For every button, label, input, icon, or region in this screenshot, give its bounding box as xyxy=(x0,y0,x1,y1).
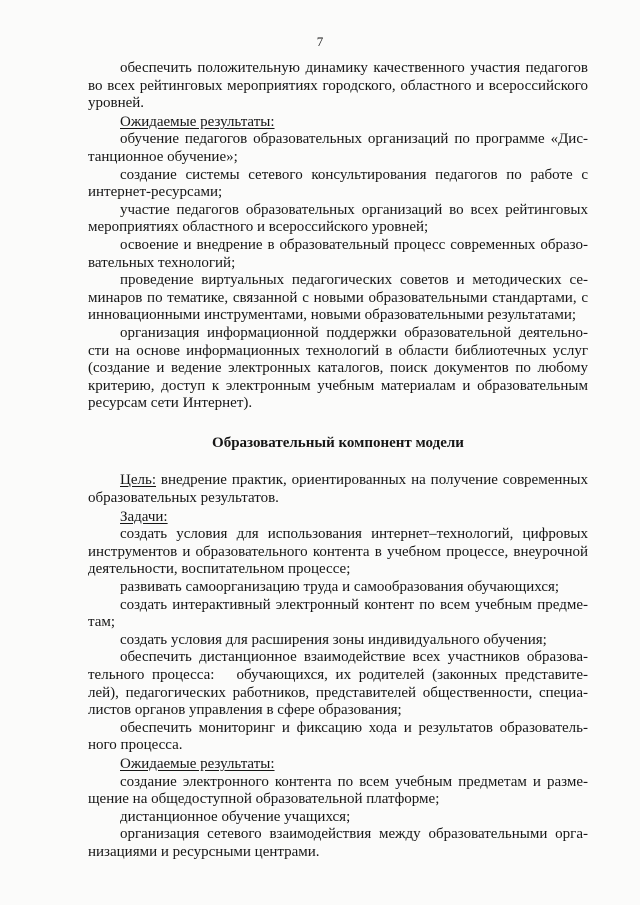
page-number: 7 xyxy=(316,34,324,49)
paragraph: обеспечить положительную динамику качественного участия педагогов во всех рейтинговых мероприятиях городского, областного и всероссийского уровней. xyxy=(88,60,588,112)
expected-results-label: Ожидаемые результаты: xyxy=(120,113,275,130)
expected-results-heading xyxy=(88,114,588,132)
task-item-lead: обеспечить дистанционное взаимодействие всех участников образовательного процесса: xyxy=(88,649,588,683)
task-item xyxy=(88,649,588,719)
task-item: создать интерактивный электронный контент по всем учебным предметам; xyxy=(88,596,588,631)
tasks-heading xyxy=(88,509,588,527)
section-title: Образовательный компонент модели xyxy=(212,434,464,451)
result-item: создание электронного контента по всем учебным предметам и размещение на общедоступной образовательной платформе; xyxy=(88,773,588,808)
expected-results-heading xyxy=(88,756,588,774)
result-item: дистанционное обучение учащихся; xyxy=(120,808,351,825)
goal-text: внедрение практик, ориентированных на получение современных образовательных результатов. xyxy=(88,472,588,507)
document-body xyxy=(88,60,588,862)
task-item: создать условия для использования интернет–технологий, цифровых инструментов и образовательного контента в учебном процессе, внеурочной деятельности, воспитательном процессе; xyxy=(88,526,588,578)
result-item: проведение виртуальных педагогических советов и методических семинаров по тематике, связанной с новыми образовательными стандартами, с инновационными инструментами, новыми образовательными результатами; xyxy=(88,272,588,324)
expected-results-label: Ожидаемые результаты: xyxy=(120,755,275,772)
task-item: обеспечить мониторинг и фиксацию хода и результатов образовательного процесса. xyxy=(88,719,588,754)
result-item: создание системы сетевого консультирования педагогов по работе с интернет-ресурсами; xyxy=(88,166,588,201)
goal-label: Цель: xyxy=(120,472,156,489)
result-item: организация информационной поддержки образовательной деятельности на основе информационных технологий в области библиотечных услуг (создание и ведение электронных каталогов, поиск документов по любому критерию, доступ к электронным учебным материалам и образовательным ресурсам сети Интернет). xyxy=(88,324,588,412)
tasks-label: Задачи: xyxy=(120,508,168,525)
result-item: обучение педагогов образовательных организаций по программе «Дистанционное обучение»; xyxy=(88,131,588,165)
result-item: организация сетевого взаимодействия между образовательными организациями и ресурсными центрами. xyxy=(88,826,588,860)
result-item: освоение и внедрение в образовательный процесс современных образовательных технологий; xyxy=(88,236,588,271)
goal-paragraph xyxy=(88,472,588,507)
task-item-continuation: обучающихся, их родителей (законных представителей), педагогических работников, представителей общественности, специалистов органов управления в сфере образования; xyxy=(88,667,588,719)
result-item: участие педагогов образовательных организаций во всех рейтинговых мероприятиях областного и всероссийского уровней; xyxy=(88,201,588,236)
task-item: создать условия для расширения зоны индивидуального обучения; xyxy=(120,631,547,648)
task-item: развивать самоорганизацию труда и самообразования обучающихся; xyxy=(120,579,560,596)
